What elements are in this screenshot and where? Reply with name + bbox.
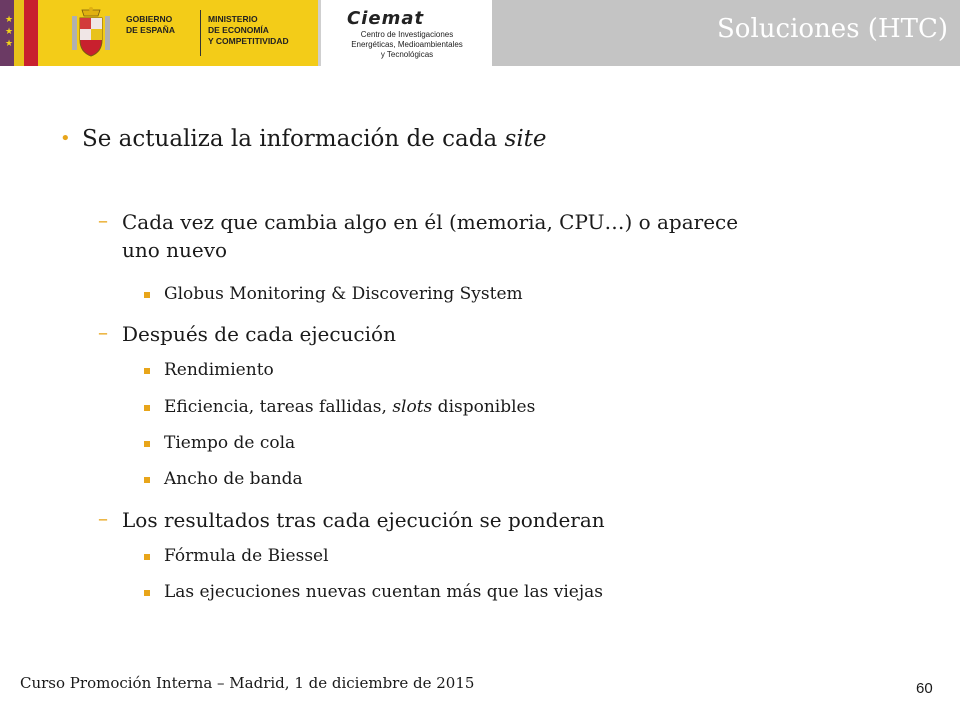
sub-item-2-point-3: Tiempo de cola: [164, 433, 296, 453]
ministry-line-1: MINISTERIO: [208, 14, 258, 24]
square-bullet-icon: [144, 554, 150, 560]
ciemat-logo: Ciemat: [347, 8, 425, 29]
main-bullet-italic: site: [504, 126, 547, 152]
dash-icon: –: [98, 320, 108, 344]
gov-line-1: GOBIERNO: [126, 14, 173, 24]
sub-item-3-point-2: Las ejecuciones nuevas cuentan más que las viejas: [164, 582, 603, 602]
sub-item-1: [122, 208, 922, 264]
sub-item-1-line-1: Cada vez que cambia algo en él (memoria, CPU…) o aparece: [122, 210, 739, 234]
gov-line-2: DE ESPAÑA: [126, 25, 175, 35]
bullet-dot-icon: •: [60, 128, 71, 149]
square-bullet-icon: [144, 405, 150, 411]
ministry-line-3: Y COMPETITIVIDAD: [208, 36, 289, 46]
sub-item-2: Después de cada ejecución: [122, 322, 396, 346]
sub-item-2-point-2: [164, 397, 535, 417]
sub-item-2-point-2-suffix: disponibles: [432, 397, 536, 417]
footer-text: Curso Promoción Interna – Madrid, 1 de diciembre de 2015: [20, 674, 475, 692]
sub-item-3-point-1: Fórmula de Biessel: [164, 546, 329, 566]
eu-stars-icon: ★ ★ ★: [4, 15, 14, 49]
sub-item-1-line-2: uno nuevo: [122, 238, 228, 262]
sub-item-3: Los resultados tras cada ejecución se ponderan: [122, 508, 605, 532]
slide-title: Soluciones (HTC): [717, 14, 948, 44]
main-bullet-prefix: Se actualiza la información de cada: [82, 126, 505, 152]
ministry-line-2: DE ECONOMÍA: [208, 25, 269, 35]
dash-icon: –: [98, 208, 108, 232]
ciemat-desc-line-2: Energéticas, Medioambientales: [351, 40, 463, 49]
sub-item-2-point-2-prefix: Eficiencia, tareas fallidas,: [164, 397, 393, 417]
sub-item-2-point-1: Rendimiento: [164, 360, 274, 380]
sub-item-2-point-2-italic: slots: [392, 397, 433, 417]
page-number: 60: [916, 680, 933, 697]
ciemat-desc-line-1: Centro de Investigaciones: [360, 30, 454, 39]
ciemat-desc-line-3: y Tecnológicas: [380, 50, 434, 59]
square-bullet-icon: [144, 477, 150, 483]
square-bullet-icon: [144, 368, 150, 374]
square-bullet-icon: [144, 292, 150, 298]
main-bullet-text: [82, 126, 547, 152]
square-bullet-icon: [144, 441, 150, 447]
sub-item-1-point-1: Globus Monitoring & Discovering System: [164, 284, 523, 304]
dash-icon: –: [98, 506, 108, 530]
sub-item-2-point-4: Ancho de banda: [164, 469, 303, 489]
square-bullet-icon: [144, 590, 150, 596]
